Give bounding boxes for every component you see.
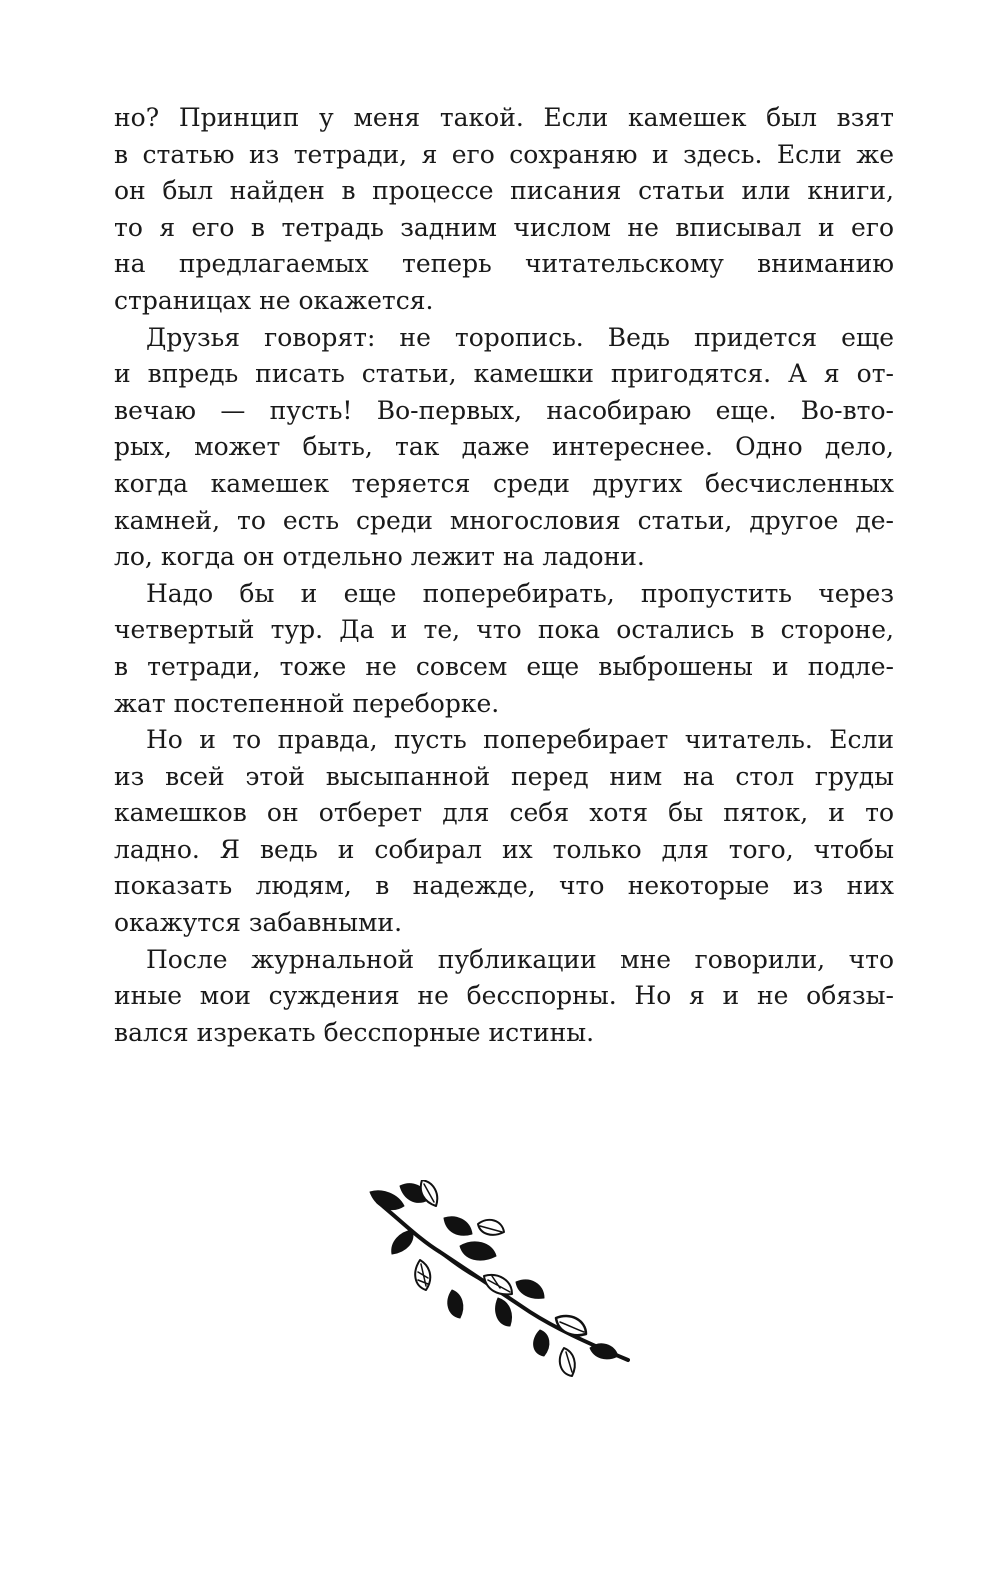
flower-sprig-icon	[360, 1180, 630, 1380]
text-line: Надо бы и еще поперебирать, пропустить через	[146, 578, 894, 608]
paragraph-4	[114, 722, 894, 942]
text-line: четвертый тур. Да и те, что пока остались в стороне,	[114, 615, 894, 645]
text-line: иные мои суждения не бесспорны. Но я и не обязы-	[114, 981, 894, 1011]
text-line: он был найден в процессе писания статьи или книги,	[114, 176, 894, 206]
text-line: вечаю — пусть! Во-первых, насобираю еще. Во-вто-	[114, 395, 894, 425]
paragraph-2	[114, 320, 894, 576]
text-line: После журнальной публикации мне говорили, что	[146, 944, 894, 974]
text-line: Друзья говорят: не торопись. Ведь придется еще	[146, 322, 894, 352]
text-line: и впредь писать статьи, камешки пригодятся. А я от-	[114, 359, 894, 389]
text-line: но? Принцип у меня такой. Если камешек был взят	[114, 103, 894, 132]
paragraph-3	[114, 576, 894, 722]
text-line: Но и то правда, пусть поперебирает читатель. Если	[146, 725, 894, 755]
text-line: показать людям, в надежде, что некоторые из них	[114, 871, 894, 901]
text-line: жат постепенной переборке.	[114, 688, 500, 718]
text-line: камешков он отберет для себя хотя бы пяток, и то	[114, 798, 894, 828]
text-line: в статью из тетради, я его сохраняю и здесь. Если же	[114, 139, 894, 169]
text-line: окажутся забавными.	[114, 908, 403, 938]
text-line: страницах не окажется.	[114, 285, 434, 315]
text-line: камней, то есть среди многословия статьи, другое де-	[114, 505, 894, 535]
text-line: то я его в тетрадь задним числом не вписывал и его	[114, 212, 894, 242]
paragraph-1	[114, 100, 894, 320]
text-line: в тетради, тоже не совсем еще выброшены и подле-	[114, 651, 894, 681]
body-text	[114, 100, 894, 1051]
text-line: ладно. Я ведь и собирал их только для того, чтобы	[114, 834, 894, 864]
text-line: из всей этой высыпанной перед ним на стол груды	[114, 761, 894, 791]
text-line: когда камешек теряется среди других бесчисленных	[114, 468, 894, 498]
text-line: рых, может быть, так даже интереснее. Одно дело,	[114, 432, 894, 462]
text-line: ло, когда он отдельно лежит на ладони.	[114, 542, 645, 572]
text-line: на предлагаемых теперь читательскому вниманию	[114, 249, 894, 279]
text-line: вался изрекать бесспорные истины.	[114, 1017, 595, 1047]
paragraph-5	[114, 942, 894, 1052]
